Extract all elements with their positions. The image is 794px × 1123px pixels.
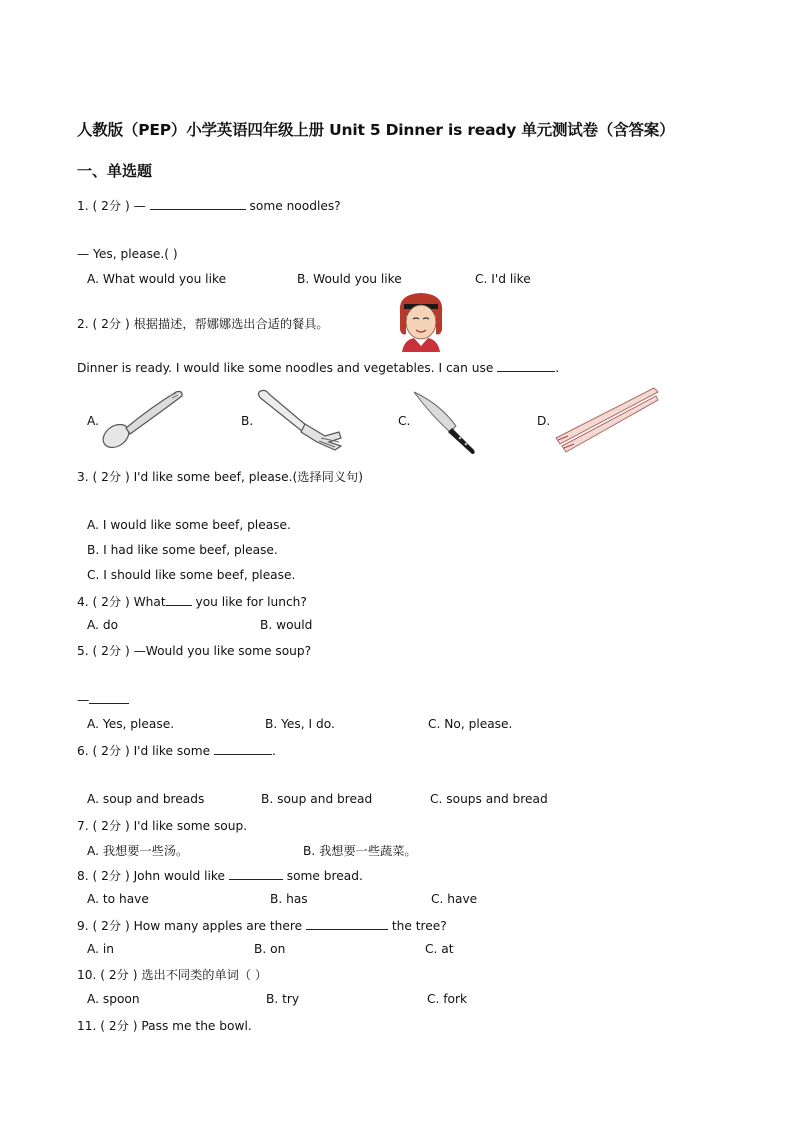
question-5: 5. ( 2分 ) —Would you like some soup? [77,644,312,658]
question-text: 8. ( 2分 ) John would like [77,869,225,883]
reply-dash: — [77,693,90,707]
knife-icon [410,386,480,456]
option-a: A. I would like some beef, please. [87,518,291,532]
option-c: C. at [425,942,454,956]
question-reply: — Yes, please.( ) [77,247,178,261]
chopsticks-icon [550,386,660,454]
option-a: A. spoon [87,992,140,1006]
option-c: C. I should like some beef, please. [87,568,296,582]
option-b: B. has [270,892,308,906]
description-text: Dinner is ready. I would like some noodles and vegetables. I can use [77,361,494,375]
question-9 [77,917,447,934]
question-4 [77,593,307,610]
question-end: . [271,744,276,758]
question-2: 2. ( 2分 ) 根据描述，帮娜娜选出合适的餐具。 [77,317,329,331]
option-b: B. I had like some beef, please. [87,543,278,557]
option-a: A. do [87,618,119,632]
answer-blank [497,360,555,372]
question-reply [77,692,129,707]
description-end: . [555,361,560,375]
question-8 [77,867,363,884]
option-a: A. [87,414,99,428]
answer-blank [229,868,283,880]
option-a: A. Yes, please. [87,717,175,731]
question-text: you like for lunch? [195,595,307,609]
question-1 [77,197,341,214]
option-c: C. fork [427,992,468,1006]
question-11: 11. ( 2分 ) Pass me the bowl. [77,1019,252,1033]
answer-blank [166,594,192,606]
question-text: some noodles? [249,199,341,213]
question-text: 9. ( 2分 ) How many apples are there [77,919,303,933]
question-text: the tree? [391,919,447,933]
option-a: A. in [87,942,114,956]
question-text: 1. ( 2分 ) — [77,199,146,213]
option-a: A. What would you like [87,272,227,286]
option-b: B. 我想要一些蔬菜。 [303,844,417,858]
option-c: C. [398,414,411,428]
question-6 [77,742,276,759]
option-b: B. soup and bread [261,792,373,806]
page-title: 人教版（PEP）小学英语四年级上册 Unit 5 Dinner is ready 单元测试卷（含答案） [77,121,675,139]
option-b: B. try [266,992,300,1006]
question-text: some bread. [286,869,363,883]
option-d: D. [537,414,551,428]
answer-blank [150,198,246,210]
spoon-icon [100,386,186,452]
option-a: A. soup and breads [87,792,205,806]
option-c: C. have [431,892,478,906]
question-7: 7. ( 2分 ) I'd like some soup. [77,819,248,833]
question-3: 3. ( 2分 ) I'd like some beef, please.(选择同义句) [77,470,363,484]
option-c: C. I'd like [475,272,531,286]
option-b: B. on [254,942,286,956]
option-b: B. would [260,618,313,632]
question-2-description [77,360,559,375]
answer-blank [89,692,129,704]
option-c: C. No, please. [428,717,513,731]
option-b: B. Yes, I do. [265,717,335,731]
question-text: 6. ( 2分 ) I'd like some [77,744,211,758]
option-b: B. [241,414,254,428]
option-a: A. 我想要一些汤。 [87,844,189,858]
answer-blank [214,743,272,755]
option-a: A. to have [87,892,149,906]
fork-icon [255,386,343,452]
question-10: 10. ( 2分 ) 选出不同类的单词（ ） [77,968,268,982]
section-heading: 一、单选题 [77,162,153,180]
option-c: C. soups and bread [430,792,548,806]
option-b: B. Would you like [297,272,402,286]
question-text: 4. ( 2分 ) What [77,595,166,609]
answer-blank [306,918,388,930]
girl-face-icon [394,290,448,354]
